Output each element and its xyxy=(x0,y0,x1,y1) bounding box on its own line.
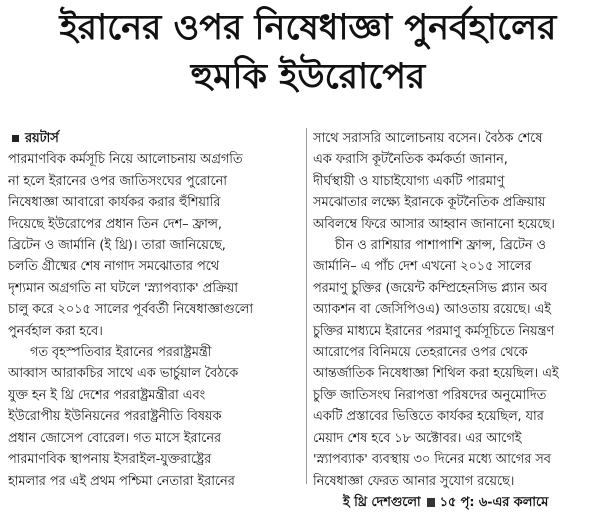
body-line: দৃশ্যমান অগ্রগতি না ঘটলে 'স্ন্যাপব্যাক' প্রক্রিয়া xyxy=(8,280,238,296)
continued-prefix: ই থ্রি দেশগুলো xyxy=(343,494,421,510)
body-line: দিয়েছে ইউরোপের প্রধান তিন দেশ– ফ্রান্স, xyxy=(8,216,222,232)
body-line: জার্মানি– এ পাঁচ দেশ এখনো ২০১৫ সালের xyxy=(313,259,532,275)
left-column xyxy=(8,128,300,492)
headline-line-2: হুমকি ইউরোপের xyxy=(190,57,426,97)
body-line: অবিলম্বে ফিরে আসার আহ্বান জানানো হয়েছে। xyxy=(313,216,555,232)
body-line: পারমাণবিক কর্মসূচি নিয়ে আলোচনায় অগ্রগতি xyxy=(8,152,243,168)
body-line: আরোপের বিনিময়ে তেহরানের ওপর থেকে xyxy=(313,345,528,361)
headline-line-1: ইরানের ওপর নিষেধাজ্ঞা পুনর্বহালের xyxy=(59,8,557,48)
body-line: ইউরোপীয় ইউনিয়নের পররাষ্ট্রনীতি বিষয়ক xyxy=(8,409,222,425)
body-line: না হলে ইরানের ওপর জাতিসংঘের পুরোনো xyxy=(8,173,227,189)
body-line: চুক্তি জাতিসংঘ নিরাপত্তা পরিষদের অনুমোদিত xyxy=(313,387,547,403)
body-line: সাথে সরাসরি আলোচনায় বসেন। বৈঠক শেষে xyxy=(313,131,543,146)
body-line: নিষেধাজ্ঞা আবারো কার্যকর করার হুঁশিয়ারি xyxy=(8,195,221,211)
continued-note xyxy=(313,492,609,513)
body-line: আব্বাস আরাকচির সাথে এক ভার্চুয়াল বৈঠকে xyxy=(8,366,239,382)
byline-square-icon xyxy=(12,135,19,142)
body-line: পরমাণু চুক্তির (জয়েন্ট কম্প্রিহেনসিভ প্ল্যান অব xyxy=(313,280,548,296)
byline xyxy=(8,128,300,149)
headline xyxy=(0,4,616,102)
body-line: চলতি গ্রীষ্মের শেষ নাগাদ সমঝোতার পথে xyxy=(8,259,220,275)
body-line: চুক্তির মাধ্যমে ইরানের পরমাণু কর্মসূচিতে নিয়ন্ত্রণ xyxy=(313,323,555,339)
body-line: যুক্ত হন ই থ্রি দেশের পররাষ্ট্রমন্ত্রীরা এবং xyxy=(8,387,206,403)
body-line: নিষেধাজ্ঞা ফেরত আনার সুযোগ রয়েছে। xyxy=(313,473,515,489)
body-line: একটি প্রস্তাবের ভিত্তিতে কার্যকর হয়েছিল, যার xyxy=(313,409,544,425)
body-line: অ্যাকশন বা জেসিপিওএ) আওতায় রয়েছে। এই xyxy=(313,302,551,318)
continued-block-icon xyxy=(427,498,435,507)
body-line: সমঝোতার লক্ষ্যে ইরানকে কূটনৈতিক প্রক্রিয়ায় xyxy=(313,195,546,211)
body-line: গত বৃহস্পতিবার ইরানের পররাষ্ট্রমন্ত্রী xyxy=(30,345,212,361)
body-line: ব্রিটেন ও জার্মানি (ই থ্রি)। তারা জানিয়েছে, xyxy=(8,238,226,254)
body-line: এক ফরাসি কূটনৈতিক কর্মকর্তা জানান, xyxy=(313,152,508,168)
body-line: মেয়াদ শেষ হবে ১৮ অক্টোবর। এর আগেই xyxy=(313,430,522,446)
body-line: দীর্ঘস্থায়ী ও যাচাইযোগ্য একটি পারমাণু xyxy=(313,173,505,189)
body-line: পারমাণবিক স্থাপনায় ইসরাইল-যুক্তরাষ্ট্রের xyxy=(8,452,212,468)
body-line: চীন ও রাশিয়ার পাশাপাশি ফ্রান্স, ব্রিটেন ও xyxy=(335,238,546,254)
byline-source: রয়টার্স xyxy=(25,131,59,146)
body-line: আন্তর্জাতিক নিষেধাজ্ঞা শিথিল করা হয়েছিল। এই xyxy=(313,366,559,382)
body-line: প্রধান জোসেপ বোরেল। গত মাসে ইরানের xyxy=(8,430,221,446)
right-column xyxy=(313,128,609,513)
body-line: চালু করে ২০১৫ সালের পূর্ববর্তী নিষেধাজ্ঞাগুলো xyxy=(8,302,254,318)
body-line: 'স্ন্যাপব্যাক' ব্যবস্থায় ৩০ দিনের মধ্যে আগের সব xyxy=(313,452,551,468)
continued-page-ref: ১৫ পৃ: ৬-এর কলামে xyxy=(439,494,549,510)
column-divider xyxy=(306,128,307,484)
body-line: পুনর্বহাল করা হবে। xyxy=(8,323,103,339)
body-line: হামলার পর এই প্রথম পশ্চিমা নেতারা ইরানের xyxy=(8,473,235,489)
